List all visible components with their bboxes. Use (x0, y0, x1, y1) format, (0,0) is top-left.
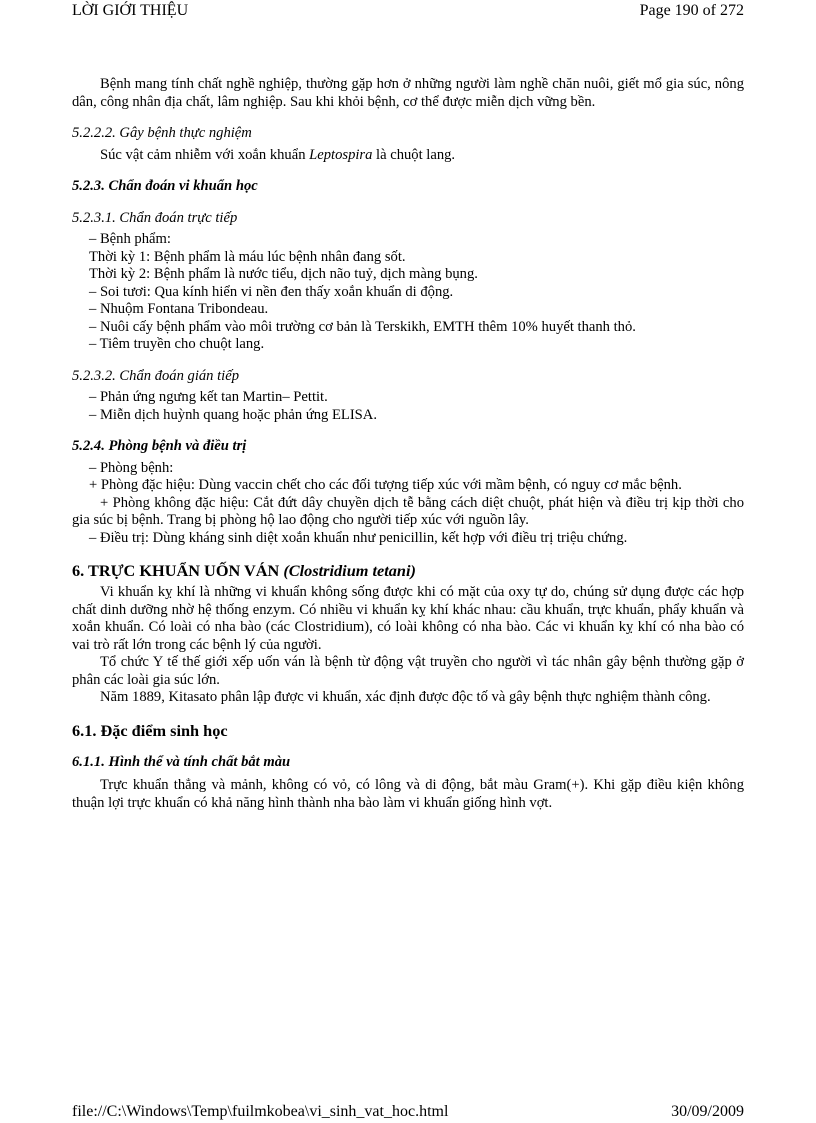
footer-path: file://C:\Windows\Temp\fuilmkobea\vi_sinh_vat_hoc.html (72, 1103, 449, 1120)
heading-text: 6. TRỰC KHUẨN UỐN VÁN (72, 561, 284, 580)
text-segment: Súc vật cảm nhiễm với xoắn khuẩn (100, 146, 310, 163)
paragraph-5-2-2-2 (72, 147, 744, 165)
heading-5-2-4: 5.2.4. Phòng bệnh và điều trị (72, 438, 247, 454)
treatment-item: – Điều trị: Dùng kháng sinh diệt xoắn khuẩn như penicillin, kết hợp với điều trị triệu chứng. (89, 529, 628, 546)
list-item: Thời kỳ 1: Bệnh phẩm là máu lúc bệnh nhân đang sốt. (89, 248, 406, 265)
list-item: – Nuôi cấy bệnh phẩm vào môi trường cơ bản là Terskikh, EMTH thêm 10% huyết thanh thỏ. (89, 318, 636, 335)
species-name: (Clostridium tetani) (283, 561, 416, 580)
heading-5-2-2-2: 5.2.2.2. Gây bệnh thực nghiệm (72, 125, 252, 141)
heading-5-2-3-2: 5.2.3.2. Chẩn đoán gián tiếp (72, 367, 240, 384)
page-number: Page 190 of 272 (639, 2, 744, 19)
list-item: + Phòng đặc hiệu: Dùng vaccin chết cho các đối tượng tiếp xúc với mầm bệnh, có nguy cơ mắc bệnh. (89, 477, 682, 493)
list-item: – Nhuộm Fontana Tribondeau. (89, 301, 269, 317)
heading-6 (72, 561, 744, 580)
paragraph-6-3: Năm 1889, Kitasato phân lập được vi khuẩn, xác định được độc tố và gây bệnh thực nghiệm thành công. (100, 689, 711, 705)
list-item: – Phản ứng ngưng kết tan Martin– Pettit. (89, 389, 328, 405)
list-item: – Bệnh phẩm: (89, 231, 171, 247)
footer-date: 30/09/2009 (671, 1103, 744, 1120)
paragraph-6-1: Vi khuẩn kỵ khí là những vi khuẩn không sống được khi có mặt của oxy tự do, chúng sử dụng được các hợp chất dinh dưỡng nhờ hệ thống enzym. Có nhiều vi khuẩn kỵ khí khác nhau: cầu khuẩn, trực khuẩn, phẩy khuẩn và xoắn khuẩn. Có loài có nha bào (các Clostridium), có loài không có nha bào. Các vi khuẩn kỵ khí có nha bào có vai trò rất lớn trong các bệnh lý của người. (72, 584, 744, 653)
list-item: – Tiêm truyền cho chuột lang. (89, 336, 265, 352)
paragraph-6-1-1: Trực khuẩn thẳng và mảnh, không có vỏ, có lông và di động, bắt màu Gram(+). Khi gặp điều kiện không thuận lợi trực khuẩn có khả năng hình thành nha bào làm vi khuẩn giống hình vợt. (72, 777, 744, 811)
document-body (72, 76, 744, 812)
text-segment: là chuột lang. (372, 146, 456, 163)
heading-6-1-1: 6.1.1. Hình thể và tính chất bắt màu (72, 753, 291, 770)
intro-paragraph: Bệnh mang tính chất nghề nghiệp, thường gặp hơn ở những người làm nghề chăn nuôi, giết mổ gia súc, nông dân, công nhân địa chất, lâm nghiệp. Sau khi khỏi bệnh, cơ thể được miễn dịch vững bền. (72, 76, 744, 110)
heading-5-2-3-1: 5.2.3.1. Chẩn đoán trực tiếp (72, 209, 238, 226)
list-item: Thời kỳ 2: Bệnh phẩm là nước tiểu, dịch não tuỷ, dịch màng bụng. (89, 266, 478, 282)
header-title: LỜI GIỚI THIỆU (72, 2, 189, 19)
nonspecific-prevention-paragraph: + Phòng không đặc hiệu: Cắt đứt dây chuyền dịch tễ bằng cách diệt chuột, phát hiện và điều trị kịp thời cho gia súc bị bệnh. Trang bị phòng hộ lao động cho người tiếp xúc với nguồn lây. (72, 494, 744, 528)
species-name: Leptospira (309, 146, 373, 163)
list-item: – Miễn dịch huỳnh quang hoặc phản ứng ELISA. (89, 406, 377, 423)
heading-5-2-3: 5.2.3. Chẩn đoán vi khuẩn học (72, 178, 258, 194)
list-item: – Soi tươi: Qua kính hiển vi nền đen thấy xoắn khuẩn di động. (89, 283, 454, 300)
heading-6-1: 6.1. Đặc điểm sinh học (72, 720, 228, 740)
paragraph-6-2: Tổ chức Y tế thế giới xếp uốn ván là bệnh từ động vật truyền cho người vì tác nhân gây bệnh thường gặp ở phân các loài gia súc lớn. (72, 654, 744, 688)
list-item: – Phòng bệnh: (89, 459, 174, 476)
